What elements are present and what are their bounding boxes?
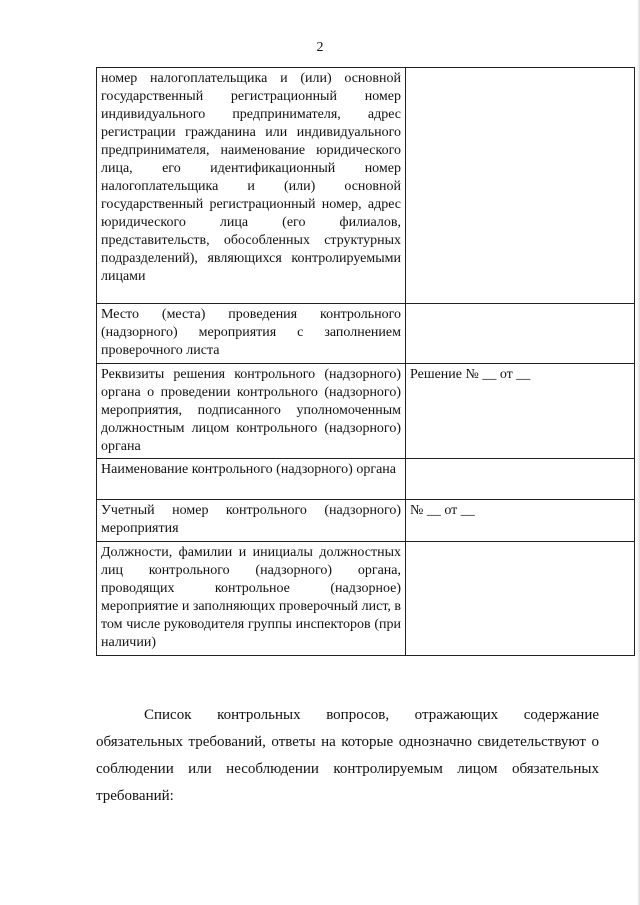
row-value-registration-number: № __ от __ <box>406 500 635 542</box>
row-label-authority-name: Наименование контрольного (надзорного) органа <box>97 459 406 500</box>
page-number: 2 <box>316 40 324 55</box>
table-row <box>97 68 635 304</box>
checklist-intro-paragraph: Список контрольных вопросов, отражающих содержание обязательных требований, ответы на которые однозначно свидетельствуют о соблюдении или несоблюдении контролируемым лицом обязательных требований: <box>96 707 599 804</box>
table-row <box>97 459 635 500</box>
row-value-decision-details: Решение № __ от __ <box>406 364 635 459</box>
row-label-decision-details: Реквизиты решения контрольного (надзорного) органа о проведении контрольного (надзорного) мероприятия, подписанного уполномоченным должностным лицом контрольного (надзорного) органа <box>97 364 406 459</box>
table-row <box>97 500 635 542</box>
row-label-officials: Должности, фамилии и инициалы должностных лиц контрольного (надзорного) органа, проводящих контрольное (надзорное) мероприятие и заполняющих проверочный лист, в том числе руководителя группы инспекторов (при наличии) <box>97 542 406 656</box>
row-label-taxpayer-details: номер налогоплательщика и (или) основной государственный регистрационный номер индивидуального предпринимателя, адрес регистрации гражданина или индивидуального предпринимателя, наименование юридического лица, его идентификационный номер налогоплательщика и (или) основной государственный регистрационный номер, адрес юридического лица (его филиалов, представительств, обособленных структурных подразделений), являющихся контролируемыми лицами <box>97 68 406 304</box>
table-row <box>97 364 635 459</box>
row-label-registration-number: Учетный номер контрольного (надзорного) мероприятия <box>97 500 406 542</box>
table-row <box>97 542 635 656</box>
row-value-officials <box>406 542 635 656</box>
row-value-taxpayer-details <box>406 68 635 304</box>
row-label-inspection-place: Место (места) проведения контрольного (надзорного) мероприятия с заполнением проверочного листа <box>97 304 406 364</box>
row-value-authority-name <box>406 459 635 500</box>
inspection-form-table <box>96 67 635 656</box>
table-row <box>97 304 635 364</box>
row-value-inspection-place <box>406 304 635 364</box>
